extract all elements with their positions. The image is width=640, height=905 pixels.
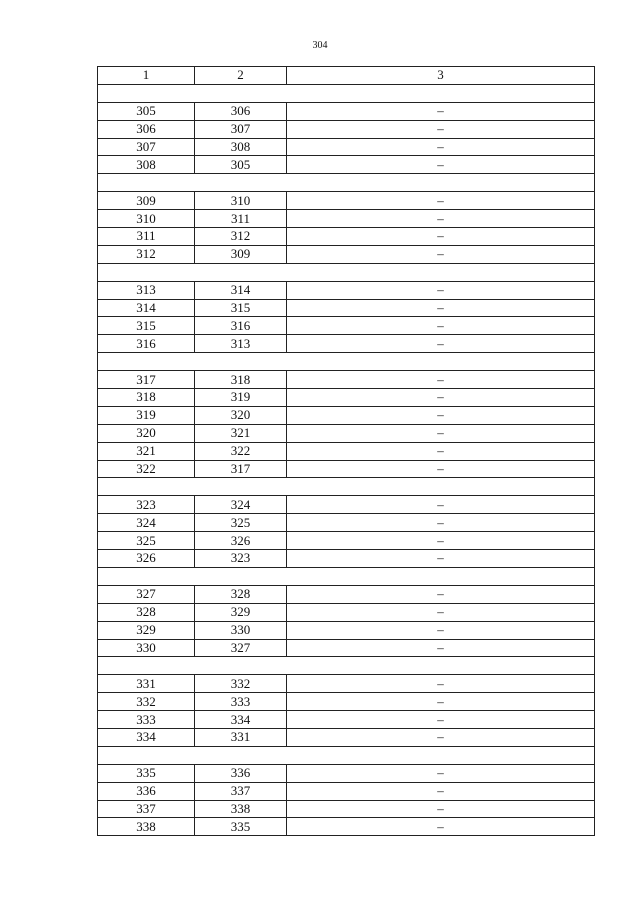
- table-cell-col-2: 336: [195, 764, 287, 782]
- table-cell-col-1: 308: [98, 156, 195, 174]
- column-header-1: 1: [98, 67, 195, 85]
- table-row: [98, 442, 595, 460]
- table-row: [98, 728, 595, 746]
- group-separator-row: [98, 263, 595, 281]
- group-separator-row: [98, 478, 595, 496]
- table-cell-col-2: 319: [195, 389, 287, 407]
- group-separator-cell: [98, 657, 595, 675]
- data-table: [97, 66, 595, 836]
- table-row: [98, 621, 595, 639]
- table-cell-col-3: –: [287, 711, 595, 729]
- column-header-3: 3: [287, 67, 595, 85]
- group-separator-row: [98, 567, 595, 585]
- table-cell-col-1: 325: [98, 532, 195, 550]
- table-cell-col-3: –: [287, 639, 595, 657]
- table-cell-col-1: 321: [98, 442, 195, 460]
- table-cell-col-3: –: [287, 156, 595, 174]
- table-row: [98, 317, 595, 335]
- table-cell-col-2: 305: [195, 156, 287, 174]
- table-cell-col-2: 322: [195, 442, 287, 460]
- table-row: [98, 818, 595, 836]
- table-cell-col-1: 330: [98, 639, 195, 657]
- table-cell-col-1: 329: [98, 621, 195, 639]
- group-separator-cell: [98, 567, 595, 585]
- table-cell-col-1: 317: [98, 371, 195, 389]
- table-cell-col-3: –: [287, 210, 595, 228]
- table-row: [98, 102, 595, 120]
- table-cell-col-2: 321: [195, 424, 287, 442]
- table-cell-col-1: 323: [98, 496, 195, 514]
- table-cell-col-1: 318: [98, 389, 195, 407]
- table-cell-col-3: –: [287, 102, 595, 120]
- table-cell-col-1: 314: [98, 299, 195, 317]
- table-row: [98, 192, 595, 210]
- table-cell-col-3: –: [287, 228, 595, 246]
- table-cell-col-2: 338: [195, 800, 287, 818]
- group-separator-row: [98, 353, 595, 371]
- table-cell-col-2: 325: [195, 514, 287, 532]
- table-cell-col-2: 314: [195, 281, 287, 299]
- table-row: [98, 675, 595, 693]
- table-row: [98, 514, 595, 532]
- table-cell-col-3: –: [287, 442, 595, 460]
- table-cell-col-1: 334: [98, 728, 195, 746]
- table-header: [98, 67, 595, 85]
- table-cell-col-2: 334: [195, 711, 287, 729]
- table-cell-col-3: –: [287, 800, 595, 818]
- group-separator-row: [98, 657, 595, 675]
- group-separator-cell: [98, 263, 595, 281]
- table-cell-col-3: –: [287, 675, 595, 693]
- table-cell-col-1: 305: [98, 102, 195, 120]
- table-cell-col-1: 312: [98, 245, 195, 263]
- group-separator-row: [98, 746, 595, 764]
- table-cell-col-2: 324: [195, 496, 287, 514]
- table-cell-col-1: 326: [98, 550, 195, 568]
- table-cell-col-3: –: [287, 532, 595, 550]
- table-cell-col-1: 306: [98, 120, 195, 138]
- group-separator-row: [98, 174, 595, 192]
- table-cell-col-3: –: [287, 138, 595, 156]
- table-cell-col-3: –: [287, 371, 595, 389]
- table-row: [98, 764, 595, 782]
- column-header-2: 2: [195, 67, 287, 85]
- table-cell-col-2: 323: [195, 550, 287, 568]
- table-cell-col-2: 331: [195, 728, 287, 746]
- table-row: [98, 210, 595, 228]
- table-cell-col-1: 307: [98, 138, 195, 156]
- table-row: [98, 639, 595, 657]
- table-cell-col-2: 310: [195, 192, 287, 210]
- table-row: [98, 245, 595, 263]
- table-cell-col-2: 315: [195, 299, 287, 317]
- table-cell-col-1: 333: [98, 711, 195, 729]
- group-separator-row: [98, 84, 595, 102]
- table-row: [98, 281, 595, 299]
- table-cell-col-1: 327: [98, 585, 195, 603]
- table-cell-col-3: –: [287, 818, 595, 836]
- table-row: [98, 800, 595, 818]
- table-cell-col-2: 335: [195, 818, 287, 836]
- table-row: [98, 693, 595, 711]
- table-cell-col-1: 328: [98, 603, 195, 621]
- table-cell-col-2: 327: [195, 639, 287, 657]
- table-cell-col-2: 308: [195, 138, 287, 156]
- table-cell-col-1: 324: [98, 514, 195, 532]
- table-cell-col-1: 322: [98, 460, 195, 478]
- table-row: [98, 460, 595, 478]
- table-cell-col-3: –: [287, 424, 595, 442]
- table-cell-col-2: 317: [195, 460, 287, 478]
- table-cell-col-3: –: [287, 389, 595, 407]
- table-cell-col-3: –: [287, 192, 595, 210]
- table-row: [98, 120, 595, 138]
- table-cell-col-3: –: [287, 603, 595, 621]
- table-row: [98, 406, 595, 424]
- table-cell-col-1: 311: [98, 228, 195, 246]
- table-row: [98, 550, 595, 568]
- table-cell-col-3: –: [287, 764, 595, 782]
- table-cell-col-2: 307: [195, 120, 287, 138]
- group-separator-cell: [98, 746, 595, 764]
- table-cell-col-3: –: [287, 621, 595, 639]
- table-row: [98, 299, 595, 317]
- table-cell-col-2: 320: [195, 406, 287, 424]
- table-row: [98, 156, 595, 174]
- table-cell-col-3: –: [287, 406, 595, 424]
- table-body: [98, 84, 595, 835]
- table-row: [98, 389, 595, 407]
- table-cell-col-1: 335: [98, 764, 195, 782]
- table-cell-col-2: 330: [195, 621, 287, 639]
- table-cell-col-2: 332: [195, 675, 287, 693]
- table-cell-col-2: 313: [195, 335, 287, 353]
- table-cell-col-2: 311: [195, 210, 287, 228]
- table-row: [98, 371, 595, 389]
- table-row: [98, 711, 595, 729]
- header-row: [98, 67, 595, 85]
- table-cell-col-3: –: [287, 782, 595, 800]
- table-row: [98, 424, 595, 442]
- group-separator-cell: [98, 84, 595, 102]
- table-row: [98, 138, 595, 156]
- table-cell-col-3: –: [287, 496, 595, 514]
- table-row: [98, 496, 595, 514]
- table-cell-col-3: –: [287, 281, 595, 299]
- table-cell-col-1: 331: [98, 675, 195, 693]
- table-cell-col-2: 312: [195, 228, 287, 246]
- table-cell-col-1: 336: [98, 782, 195, 800]
- table-cell-col-3: –: [287, 460, 595, 478]
- table-cell-col-1: 316: [98, 335, 195, 353]
- page-number: 304: [312, 40, 328, 51]
- table-cell-col-2: 326: [195, 532, 287, 550]
- table-cell-col-2: 306: [195, 102, 287, 120]
- table-cell-col-3: –: [287, 120, 595, 138]
- table-cell-col-2: 316: [195, 317, 287, 335]
- table-row: [98, 585, 595, 603]
- table-cell-col-3: –: [287, 245, 595, 263]
- table-row: [98, 532, 595, 550]
- table-cell-col-2: 329: [195, 603, 287, 621]
- table-cell-col-1: 315: [98, 317, 195, 335]
- table-cell-col-3: –: [287, 550, 595, 568]
- table-cell-col-1: 309: [98, 192, 195, 210]
- table-cell-col-2: 328: [195, 585, 287, 603]
- table-cell-col-3: –: [287, 728, 595, 746]
- table-cell-col-3: –: [287, 317, 595, 335]
- table-row: [98, 335, 595, 353]
- table-cell-col-1: 337: [98, 800, 195, 818]
- table-cell-col-2: 318: [195, 371, 287, 389]
- table-cell-col-3: –: [287, 514, 595, 532]
- table-cell-col-2: 333: [195, 693, 287, 711]
- table-cell-col-1: 332: [98, 693, 195, 711]
- table-row: [98, 603, 595, 621]
- group-separator-cell: [98, 174, 595, 192]
- table-row: [98, 782, 595, 800]
- group-separator-cell: [98, 353, 595, 371]
- table-cell-col-1: 320: [98, 424, 195, 442]
- table-cell-col-1: 319: [98, 406, 195, 424]
- table-cell-col-1: 310: [98, 210, 195, 228]
- table-cell-col-2: 309: [195, 245, 287, 263]
- table-cell-col-3: –: [287, 299, 595, 317]
- table-cell-col-1: 338: [98, 818, 195, 836]
- table-cell-col-3: –: [287, 585, 595, 603]
- table-cell-col-3: –: [287, 335, 595, 353]
- table-cell-col-1: 313: [98, 281, 195, 299]
- group-separator-cell: [98, 478, 595, 496]
- table-cell-col-2: 337: [195, 782, 287, 800]
- table-row: [98, 228, 595, 246]
- table-cell-col-3: –: [287, 693, 595, 711]
